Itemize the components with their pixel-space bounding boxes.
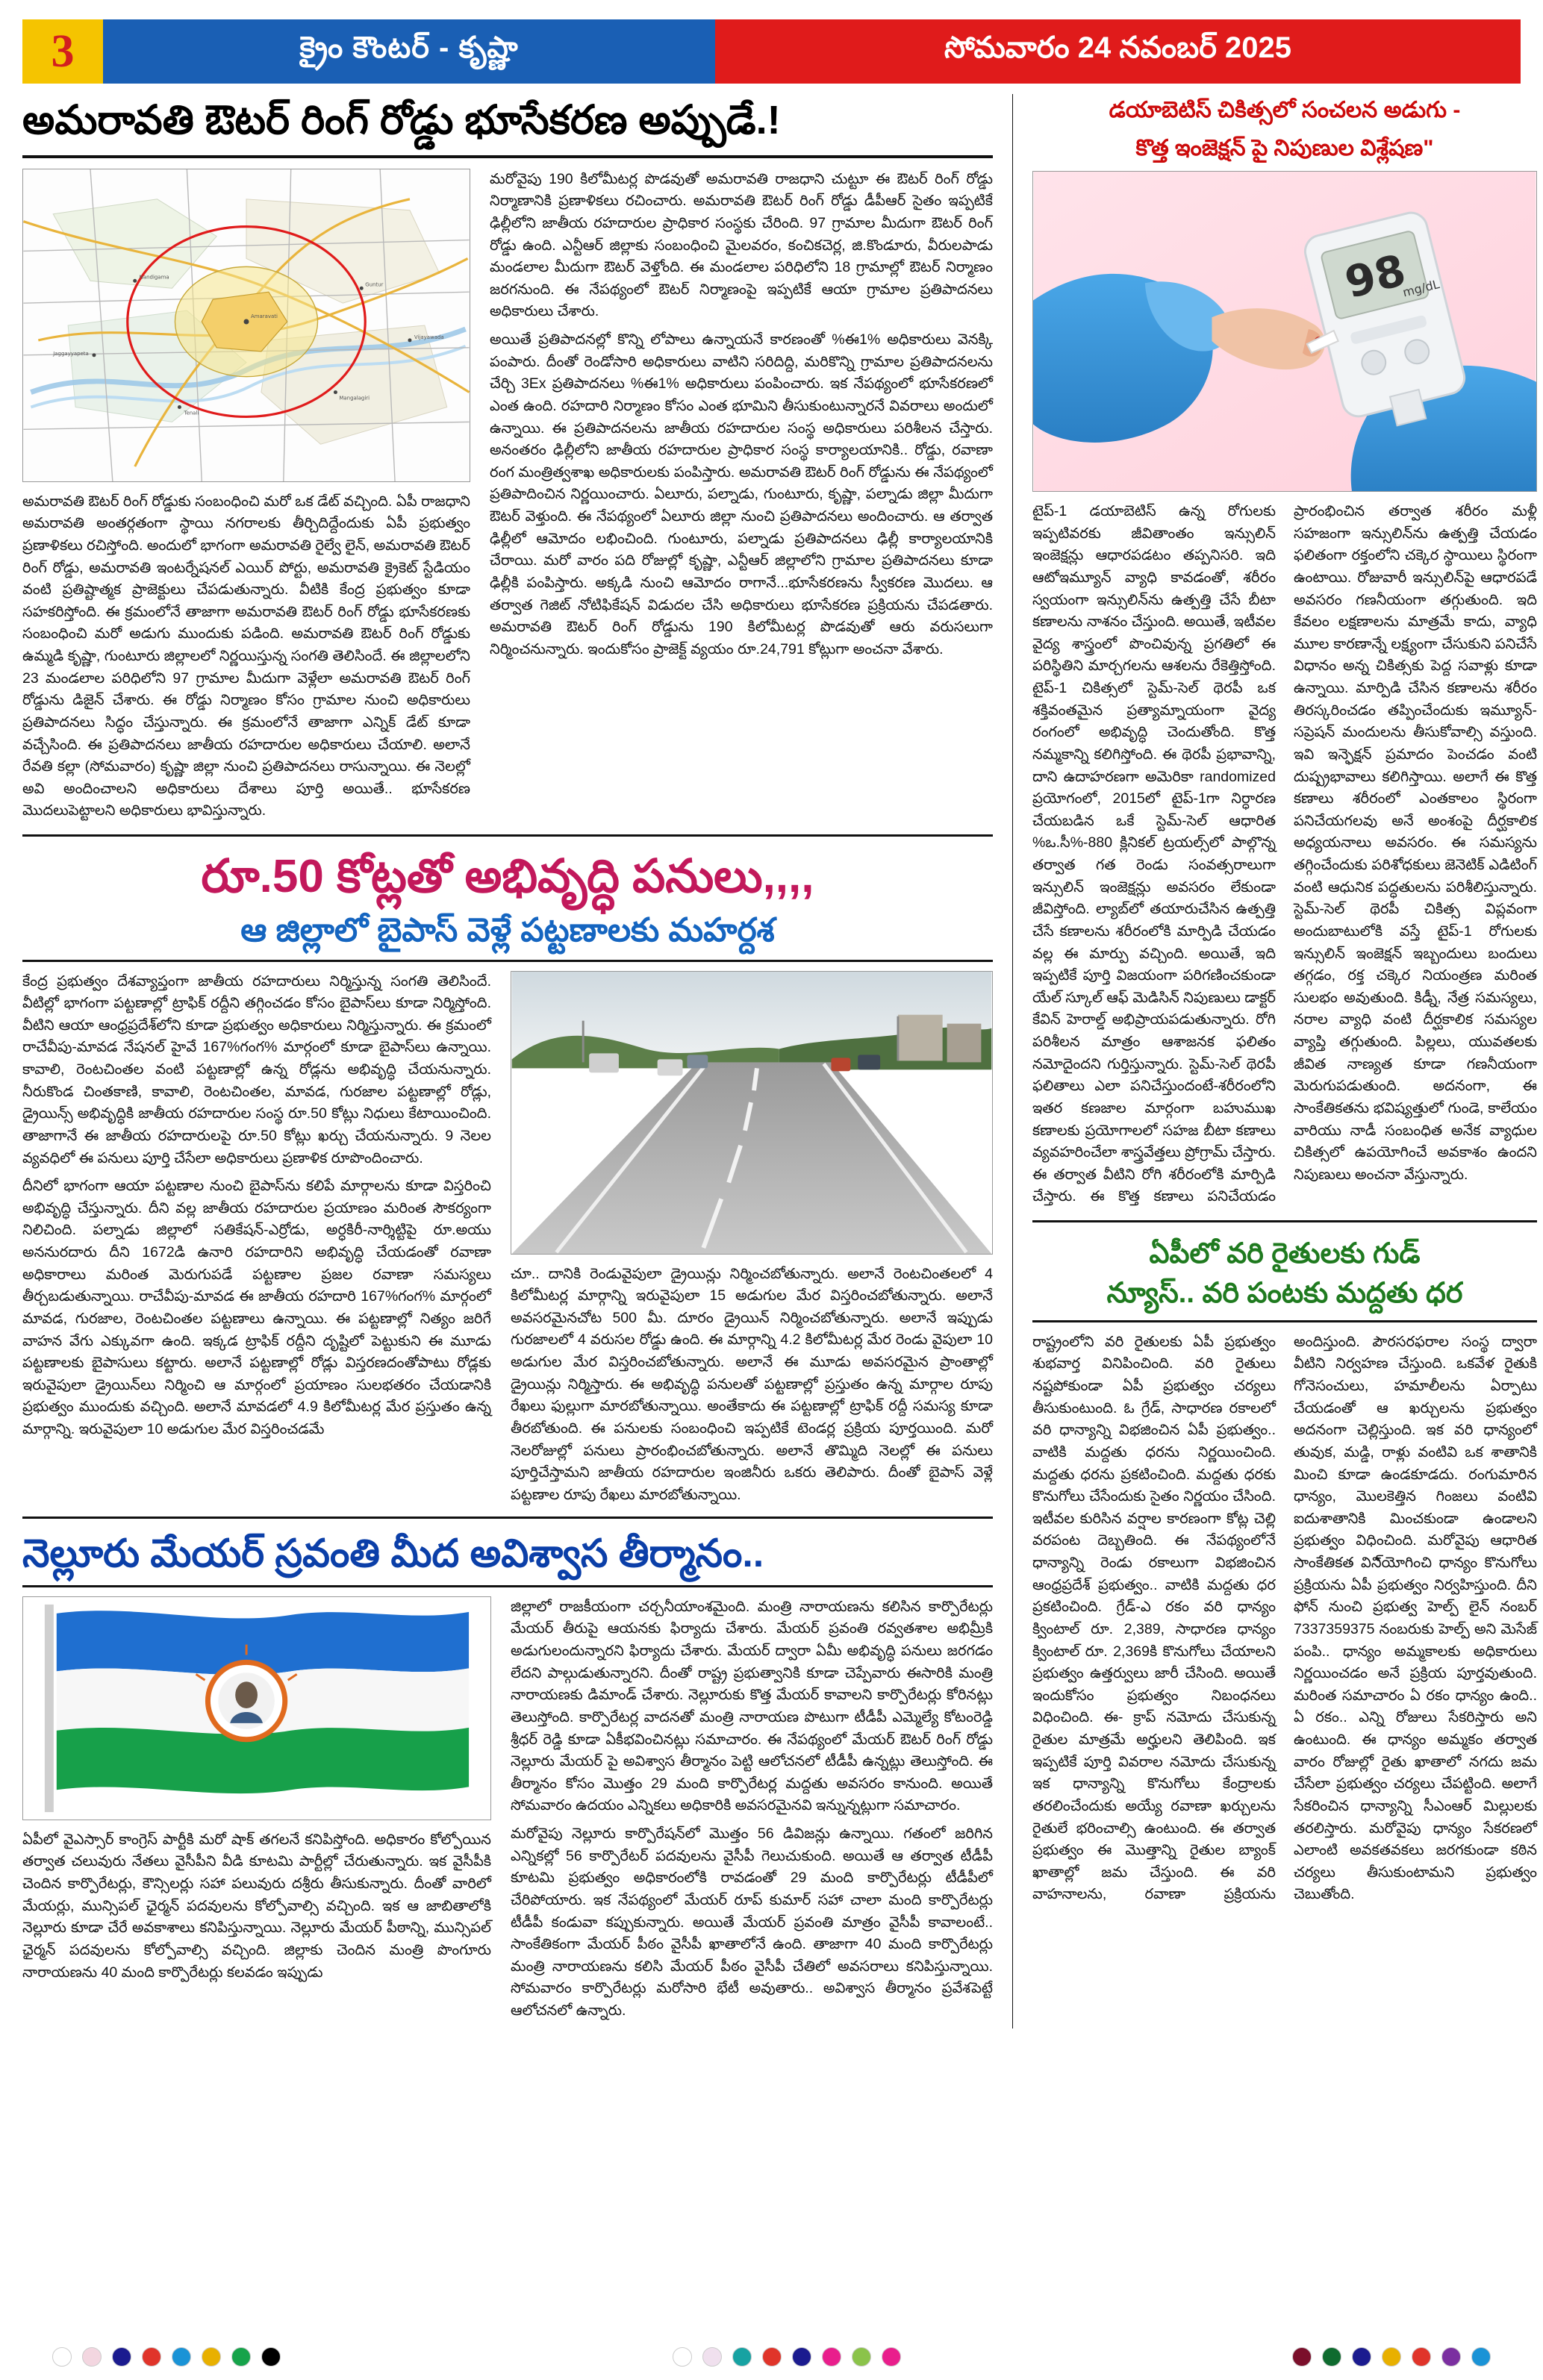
paddy-top-rule xyxy=(1032,1220,1537,1222)
right-column xyxy=(1032,94,1537,2028)
left-column xyxy=(22,94,993,2028)
color-group-left xyxy=(52,2347,281,2367)
story3-col2-p1: జిల్లాలో రాజకీయంగా చర్చనీయాంశమైంది. మంత్రి నారాయణను కలిసిన కార్పొరేటర్లు మేయర్ తీరుపై ఆయనకు ఫిర్యాదు చేశారు. మేయర్ ప్రవంతి రవ్వతశాల అభిమ్రీకి అడుగులందున్నారని ఫిర్యాదు చేశారు. మేయర్ ద్వారా ఏమీ అభివృద్ధి పనులు జరగడం లేదని పాల్గుడుతున్నారని. దీంతో రాష్ట్ర ప్రభుత్వానికి కూడా చెప్పేవారు ఈసారికి మంత్రి నారాయణకు డిమాండ్ చేశారు. నెల్లూరుకు కొత్త మేయర్ కావాలని కార్పొరేటర్లు కోరినట్లు తెలుస్తోంది. కార్పొరేటర్ల వాదనతో మంత్రి నారాయణ పొటుగా టీడీపీ ఎమ్మెల్యే కోటంరెడ్డి శ్రీధర్ రెడ్డి కూడా ఏకీభవించినట్లు సమాచారం. ఈ నేపథ్యంలో మేయర్ ఔటర్ రింగ్ రోడ్డు నెల్లూరు మేయర్ పై అవిశ్వాస తీర్మానం పెట్టి ఆలోచనలో టీడీపీ ఉన్నట్లు తెలుస్తోంది. ఈ తీర్మానం కోసం మొత్తం 29 మంది కార్పొరేటర్ల మద్దతు అవసరం కానుంది. అయితే సోమవారం ఉదయం ఎన్నికలు అధికారికి అవసరమైనవి ఇన్నున్నట్లుగా సమాచారం. xyxy=(511,1598,993,1814)
color-group-center xyxy=(673,2347,901,2367)
svg-text:Tenali: Tenali xyxy=(184,410,199,416)
story1-col2 xyxy=(490,169,993,822)
glucometer-photo-graphic xyxy=(1033,172,1536,491)
story2-promo xyxy=(22,850,993,952)
registration-dot xyxy=(82,2347,102,2367)
road-photo-figure xyxy=(511,971,993,1255)
registration-dot xyxy=(202,2347,221,2367)
svg-text:98: 98 xyxy=(1340,244,1411,308)
ysrcp-flag-graphic xyxy=(23,1597,490,1820)
section-title: క్రైం కౌంటర్ - కృష్ణా xyxy=(103,19,715,84)
story3-top-rule xyxy=(22,1517,993,1519)
issue-date: సోమవారం 24 నవంబర్ 2025 xyxy=(715,19,1521,84)
story2-under-rule xyxy=(22,960,993,962)
column-divider xyxy=(1012,94,1013,2028)
story-nellore-mayor xyxy=(22,1517,993,2028)
story2-top-rule xyxy=(22,834,993,837)
story-50-crores xyxy=(22,834,993,1506)
story1-headline: అమరావతి ఔటర్ రింగ్ రోడ్డు భూసేకరణ అప్పుడే.! xyxy=(22,98,781,143)
color-registration-bar xyxy=(0,2347,1543,2367)
registration-dot xyxy=(1441,2347,1461,2367)
registration-dot xyxy=(762,2347,782,2367)
registration-dot xyxy=(1412,2347,1431,2367)
registration-dot xyxy=(231,2347,251,2367)
svg-text:Guntur: Guntur xyxy=(365,281,384,287)
page-body xyxy=(22,94,1537,2028)
masthead xyxy=(22,19,1521,84)
story-outer-ring-road xyxy=(22,97,993,822)
story2-col1-p2: దీనిలో భాగంగా ఆయా పట్టణాల నుంచి బైపాస్‌ను కలిపే మార్గాలను కూడా విస్తరించి అభివృద్ధి చేస్తున్నారు. దీని వల్ల జాతీయ రహదారుల ప్రయాణం మరింత సౌకర్యంగా నిలిచింది. పల్నాడు జిల్లాలో సతికేషన్-ఎర్రోడు, అర్ధకిరీ-నార్శిట్టిపై రూ.అయు అననురదారు దీని 1672డి ఉనారి రహదారిని అభివృద్ధి చేయడంతో రవాణా అధికారాలు మరింత మెరుగుపడే పట్టణాల ప్రజల రవాణా సమస్యలు తీర్చబడుతున్నాయి. రాచేవీపు-మావడ ఈ జాతీయ రహదారి 167%గంగ% మార్గంలో మావడ, గురజాల, రెంటచింతల పట్టణాలు ఉన్నాయి. ఈ పట్టణాల్లో నిత్యం జరిగే వాహన వేగు ఎక్కువగా ఉంది. ఇక్కడ ట్రాఫిక్ రద్దీని దృష్టిలో పెట్టుకుని ఈ మూడు పట్టణాలకు బైపాసులు కట్టారు. అలానే పట్టణాల్లో రోడ్లు విస్తరణదంతోపాటు రోడ్లకు ఇరువైపులా డ్రైయిన్‌లు నిర్మించి ఆ మార్గంలో ప్రయాణం సులభతరం చేయడానికి ప్రభుత్వం ముందుకు వచ్చింది. అలానే మావడలో 4.9 కిలోమీటర్ల మేర ప్రస్తుతం ఉన్న మార్గాన్ని. ఇరువైపులా 10 అడుగుల మేర విస్తరించడమే xyxy=(22,1178,491,1438)
paddy-under-rule xyxy=(1032,1320,1537,1322)
registration-dot xyxy=(852,2347,871,2367)
registration-dot xyxy=(1292,2347,1312,2367)
registration-dot xyxy=(792,2347,811,2367)
story2-promo-line2: ఆ జిల్లాలో బైపాస్ వెళ్లే పట్టణాలకు మహర్దశ xyxy=(240,912,775,949)
story3-col2-p2: మరోవైపు నెల్లూరు కార్పొరేషన్‌లో మొత్తం 56 డివిజన్లు ఉన్నాయి. గతంలో జరిగిన ఎన్నికల్లో 56 కార్పొరేటర్ పదవులను వైసీపీ గెలుచుకుంది. అయితే ఆ తర్వాత టీడీపీ కూటమి ప్రభుత్వం అధికారంలోకి రావడంతో 29 మంది కార్పొరేటర్లు టీడీపీలో చేరిపోయారు. ఇక నేపథ్యంలో మేయర్ రూప్ కుమార్ సహా చాలా మంది కార్పొరేటర్లు టీడీపీ కండువా కప్పుకున్నారు. అయితే మేయర్ ప్రవంతి మాత్రం వైసీపీ కావాలంటే.. సాంకేతికంగా మేయర్ పీఠం వైసీపీ ఖాతాలోనే ఉంది. తాజాగా 40 మంది కార్పొరేటర్లు మంత్రి నారాయణను కలిసి మేయర్ పీఠం వైసీపీ చేతిలో అవసరాలు కనిపిస్తున్నాయి. సోమవారం కార్పొరేటర్లు మరోసారి భేటీ అవుతారు.. అవిశ్వాస తీర్మానం ప్రవేశపెట్టే ఆలోచనలో ఉన్నారు. xyxy=(511,1825,993,2020)
registration-dot xyxy=(1471,2347,1491,2367)
story2-col2: చూ.. దానికి రెండువైపులా డ్రైయిన్లు నిర్మించబోతున్నారు. అలానే రెంటచింతలలో 4 కిలోమీటర్ల మార్గాన్ని ఇరువైపులా 15 అడుగుల మేర విస్తరించబోతున్నారు. అలానే అవసరమైనచోట 500 మీ. దూరం డ్రైయిన్ నిర్మించబోతున్నారు. అలానే ఇప్పుడు గురజాలలో 4 వరుసల రోడ్డు ఉంది. ఈ మార్గాన్ని 4.2 కిలోమీటర్ల మేర రెండు వైపులా 10 అడుగుల మేర విస్తరించబోతున్నారు. అలానే ఈ మూడు అవసరమైన ప్రాంతాల్లో డ్రైయిన్లు నిర్మిస్తారు. ఈ అభివృద్ధి పనులతో పట్టణాల్లో ప్రస్తుతం ఉన్న మార్గాల రూపు రేఖలు ఫుల్లుగా మారబోతున్నాయి. అంతేకాదు ఈ పట్టణాల్లో ట్రాఫిక్ రద్దీ సమస్య కూడా తీరబోతుంది. ఈ పనులకు సంబంధించి ఇప్పటికే టెండర్ల ప్రక్రియ పూర్తయింది. మరో నెలరోజుల్లో పనులు ప్రారంభించబోతున్నారు. అలానే తొమ్మిది నెలల్లో ఈ పనులు పూర్తిచేస్తామని జాతీయ రహదారుల ఇంజినీరు ఒకరు తెలిపారు. దీంతో బైపాస్ వెళ్లే పట్టణాల రూపు రేఖలు మారబోతున్నాయి. xyxy=(511,1265,993,1503)
story2-col1 xyxy=(22,971,491,1447)
registration-dot xyxy=(1382,2347,1401,2367)
registration-dot xyxy=(1322,2347,1341,2367)
paddy-body: రాష్ట్రంలోని వరి రైతులకు ఏపీ ప్రభుత్వం శుభవార్త వినిపించింది. వరి రైతులు నష్టపోకుండా ఏపీ ప్రభుత్వం చర్యలు తీసుకుంటుంది. ఓ గ్రేడ్, సాధారణ రకాలలో వరి ధాన్యాన్ని విభజించిన ఏపీ ప్రభుత్వం.. వాటికి మద్దతు ధరను నిర్ణయించింది. మద్దతు ధరను ప్రకటించింది. మద్దతు ధరకు కొనుగోలు చేసేందుకు సైతం నిర్ణయం చేసింది. ఇటీవల కురిసిన వర్షాల కారణంగా కోట్ల చెల్లి వరపంట దెబ్బతింది. ఈ నేపథ్యంలోనే ధాన్యాన్ని రెండు రకాలుగా విభజించిన ఆంధ్రప్రదేశ్ ప్రభుత్వం.. వాటికి మద్దతు ధర ప్రకటించింది. గ్రేడ్-ఎ రకం వరి ధాన్యం క్వింటాల్ రూ. 2,389, సాధారణ ధాన్యం క్వింటాల్ రూ. 2,369కి కొనుగోలు చేయాలని ప్రభుత్వం ఉత్తర్వులు జారీ చేసింది. అయితే ఇందుకోసం ప్రభుత్వం నిబంధనలు విధించింది. ఈ- క్రాప్ నమోదు చేసుకున్న రైతుల మాత్రమే అర్హులని తెలిపింది. ఇక ఇప్పటికే పూర్తి వివరాల నమోదు చేసుకున్న ఇక ధాన్యాన్ని కొనుగోలు కేంద్రాలకు తరలించేందుకు అయ్యే రవాణా ఖర్చులను రైతులే భరించాల్సి ఉంటుంది. ఈ తర్వాత ప్రభుత్వం ఈ మొత్తాన్ని రైతుల బ్యాంక్ ఖాతాల్లో జమ చేస్తుంది. ఈ వరి వాహనాలను, రవాణా ప్రక్రియను అందిస్తుంది. పౌరసరఫరాల సంస్థ ద్వారా వీటిని నిర్వహణ చేస్తుంది. ఒకవేళ రైతుకి గోనెసంచులు, హమాలీలను ఏర్పాటు చేయడంతో ఆ ఖర్చులను ప్రభుత్వం అదనంగా చెల్లిస్తుంది. ఇక వరి ధాన్యంలో తువుక, మడ్డి, రాళ్లు వంటివి ఒక శాతానికి మించి కూడా ఉండకూడదు. రంగుమారిన ధాన్యం, మొలకెత్తిన గింజలు వంటివి ఐదుశాతానికి మించకుండా ఉండాలని ప్రభుత్వం విధించింది. మరోవైపు ఆధారిత సాంకేతికత విని్యోగించి ధాన్యం కొనుగోలు ప్రక్రియను ఏపీ ప్రభుత్వం నిర్వహిస్తుంది. దీని ఫోన్ నుంచి ప్రభుత్వ హెల్ప్ లైన్ నంబర్ 7337359375 నంబరుకు హెల్ప్ అని మెసేజ్ పంపి.. ధాన్యం అమ్మకాలకు అధికారులు నిర్ణయించడం అనే ప్రక్రియ పూర్తవుతుంది. మరింత సమాచారం ఏ రకం ధాన్యం ఉంది.. ఏ రకం.. ఎన్ని రోజులు సేకరిస్తారు అని ఉంటుంది. ఈ ధాన్యం అమ్మకం తర్వాత వారం రోజుల్లో రైతు ఖాతాలో నగదు జమ చేసేలా ప్రభుత్వం చర్యలు చేపట్టింది. అలాగే సేకరించిన ధాన్యాన్ని సీఎంఆర్ మిల్లులకు తరలిస్తారు. మరోవైపు ధాన్యం సేకరణలో ఎలాంటి అవకతవకలు జరగకుండా కఠిన చర్యలు తీసుకుంటామని ప్రభుత్వం చెబుతోంది. xyxy=(1032,1333,1537,1903)
story3-under-rule xyxy=(22,1585,993,1587)
registration-dot xyxy=(172,2347,191,2367)
registration-dot xyxy=(112,2347,131,2367)
diabetes-headline-line2: కొత్త ఇంజెక్షన్ పై నిపుణుల విశ్లేషణ" xyxy=(1135,135,1434,160)
registration-dot xyxy=(822,2347,841,2367)
story1-col2-p2: అయితే ప్రతిపాదనల్లో కొన్ని లోపాలు ఉన్నాయనే కారణంతో %ఈ1% అధికారులు వెనక్కి పంపారు. దీంతో రెండోసారి అధికారులు వాటిని సరిదిద్ది, మరికొన్ని గ్రామాల ప్రతిపాదనలను చేర్చి 3Ex ప్రతిపాదనలు %ఈ1% అధికారులు పంపించారు. ఇక నేపథ్యంలో భూసేకరణలో ఎంత ఉంది. రహదారి నిర్మాణం కోసం ఎంత భూమిని తీసుకుంటున్నారనే వివరాలు అందులో ఉన్నాయి. ఈ ప్రతిపాదనలను జాతీయ రహదారుల సంస్థ అధికారులు పరిశీలన చేస్తారు. అనంతరం ఢిల్లీలోని జాతీయ రహదారుల ప్రాధికార సంస్థ కార్యాలయానికి.. రోడ్డు, రవాణా రంగ మంత్రిత్వశాఖ అధికారులకు పంపిస్తారు. అమరావతి ఔటర్ రింగ్ రోడ్డును ఈ నేపథ్యంలో ప్రతిపాదించిన నిర్ణయించారు. ఏలూరు, పల్నాడు, గుంటూరు, కృష్ణా, పల్నాడు జిల్లా మీదుగా ఔటర్ వెళ్తుంది. ఈ నేపథ్యంలో ఏలూరు జిల్లా నుంచి ప్రతిపాదనలు అందించారు. ఆ తర్వాత ఢిల్లీలో ఆమోదం లభించింది. గుంటూరు, పల్నాడు ప్రతిపాదనలు ఢిల్లీ కార్యాలయానికి చేరాయి. మరో వారం పది రోజుల్లో కృష్ణా, ఎన్టీఆర్ జిల్లాలోని గ్రామాల ప్రతిపాదనలు కూడా ఢిల్లీకి పంపిస్తారు. అక్కడి నుంచి ఆమోదం రాగానే...భూసేకరణను స్వీకరణ మొదలు. ఆ తర్వాత గెజిట్ నోటిఫికేషన్ విడుదల చేసి అధికారులు భూసేకరణ ప్రక్రియను చేపడతారు. అమరావతి ఔటర్ రింగ్ రోడ్డును 190 కిలోమీటర్ల పొడవుతో ఆరు వరుసలుగా నిర్మించనున్నారు. ఇందుకోసం ప్రాజెక్ట్ వ్యయం రూ.24,791 కోట్లుగా అంచనా వేశారు. xyxy=(490,331,993,658)
registration-dot xyxy=(261,2347,281,2367)
map-graphic xyxy=(23,169,470,481)
story-diabetes xyxy=(1032,96,1537,1208)
story2-col1-p1: కేంద్ర ప్రభుత్వం దేశవ్యాప్తంగా జాతీయ రహదారులు నిర్మిస్తున్న సంగతి తెలిసిందే. వీటిల్లో భాగంగా పట్టణాల్లో ట్రాఫిక్ రద్దీని తగ్గించడం కోసం బైపాస్‌లు కూడా నిర్మిస్తోంది. వీటిని ఆయా ఆంధ్రప్రదేశ్‌లోని కూడా ప్రభుత్వం అధికారులు నిర్మిస్తున్నారు. ఈ క్రమంలో రాచేవీపు-మావడ నేషనల్ హైవే 167%గంగ% మార్గంలో కూడా బైపాస్‌లు ఉన్నాయి. కావాలి, రెంటచింతల వంటి పట్టణాల్లో ఉన్న రోడ్లను అభివృద్ధి చేయనున్నారు. నీరుకొండ చింతకాణి, కావాలి, రెంటచింతల, మావడ, గురజాల పట్టణాల్లో రోడ్లు, డ్రైయిన్స్ అభివృద్ధికి జాతీయ రహదారుల సంస్థ రూ.50 కోట్లు నిధులు కేటాయించింది. తాజాగానే ఈ జాతీయ రహదారులపై రూ.50 కోట్లు ఖర్చు చేయనున్నారు. 9 నెలల వ్యవధిలో ఈ పనులు పూర్తి చేసేలా అధికారులు ప్రణాళిక రూపొందించారు. xyxy=(22,972,491,1166)
story1-lead: అమరావతి ఔటర్ రింగ్ రోడ్డుకు సంబంధించి మరో ఒక డేట్ వచ్చింది. ఏపీ రాజధాని అమరావతి అంతర్గతంగా స్థాయి నగరాలకు తీర్చిదిద్దేందుకు ఏపీ ప్రభుత్వం ప్రణాళికలు రచిస్తోంది. అందులో భాగంగా అమరావతి రైల్వే లైన్, అమరావతి ఔటర్ రింగ్ రోడ్డు, అమరావతి ఇంటర్నేషనల్ ఎయిర్ పోర్టు, అమరావతి క్రైకెట్ స్టేడియం వంటి ప్రతిష్టాత్మక ప్రాజెక్టులు చేపడుతున్నారు. వీటికి కేంద్ర ప్రభుత్వం కూడా సహకరిస్తోంది. ఈ క్రమంలోనే తాజాగా అమరావతి ఔటర్ రింగ్ రోడ్డు భూసేకరణకు సంబంధించి మరో అడుగు ముందుకు పడింది. అమరావతి ఔటర్ రింగ్ రోడ్డుకు ఉమ్మడి కృష్ణా, గుంటూరు జిల్లాలలో నిర్ణయిస్తున్న సంగతి తెలిసిందే. ఈ జిల్లాలలోని 23 మండలాల పరిధిలోని 97 గ్రామాల మీదుగా వెళ్లేలా అమరావతి ఔటర్ రింగ్ రోడ్డును డిజైన్ చేశారు. ఈ రోడ్డు నిర్మాణం కోసం గ్రామాల నుంచి అధికారులు ప్రతిపాదనలు సిద్ధం చేస్తున్నారు. ఈ క్రమంలోనే తాజాగా ఎన్నిక్ డేట్ కూడా వచ్చేసింది. ఈ ప్రతిపాదనలు జాతీయ రహదారుల అధికారులు చేయాలి. అలానే రేవతి కల్లా (సోమవారం) కృష్ణా జిల్లా నుంచి ప్రతిపాదనలు రాసున్నాయి. ఈ నెలల్లో అవి అందించాలని అధికారులు దేశాలు పూర్తి అయితే.. భూసేకరణ మొదలుపెట్టాలని అధికారులు భావిస్తున్నారు. xyxy=(22,493,470,819)
registration-dot xyxy=(702,2347,722,2367)
registration-dot xyxy=(732,2347,752,2367)
registration-dot xyxy=(882,2347,901,2367)
svg-text:Jaggayyapeta: Jaggayyapeta xyxy=(53,350,89,357)
story3-col2 xyxy=(511,1596,993,2028)
registration-dot xyxy=(52,2347,72,2367)
story2-promo-line1: రూ.50 కోట్లతో అభివృద్ధి పనులు,,,, xyxy=(201,851,814,903)
road-photo-graphic xyxy=(511,972,992,1254)
diabetes-body: టైప్-1 డయాబెటిస్ ఉన్న రోగులకు ఇప్పటివరకు జీవితాంతం ఇన్సులిన్ ఇంజెక్షన్లు ఆధారపడటం తప్పనిసరి. ఇది ఆటోఇమ్యూన్ వ్యాధి కావడంతో, శరీరం స్వయంగా ఇన్సులిన్‌ను ఉత్పత్తి చేసే బీటా కణాలను నాశనం చేస్తుంది. అయితే, ఇటీవల వైద్య శాస్త్రంలో పొంచివున్న ప్రగతిలో ఈ పరిస్థితిని మార్చగలను ఆశలను రేకెత్తిస్తోంది. టైప్-1 చికిత్సలో స్టెమ్-సెల్ థెరపీ ఒక శక్తివంతమైన ప్రత్యామ్నాయంగా వైద్య రంగంలో అభివృద్ధి చెందుతోంది. కొత్త నమ్మకాన్ని కలిగిస్తోంది. ఈ థెరపీ ప్రభావాన్ని, దాని ఉదాహరణగా అమెరికా randomized ప్రయోగంలో, 2015లో టైప్-1గా నిర్ధారణ చేయబడిన ఒకే స్టెమ్-సెల్ ఆధారిత %ఒ.సీ%-880 క్లినికల్ ట్రయల్స్‌లో పాల్గొన్న తర్వాత గత రెండు సంవత్సరాలుగా ఇన్సులిన్ ఇంజెక్షన్లు అవసరం లేకుండా జీవిస్తోంది. ల్యాబ్‌లో తయారుచేసిన ఉత్పత్తి చేసే కణాలను శరీరంలోకి మార్పిడి చేయడం వల్ల ఈ మార్పు వచ్చింది. అయితే, ఇది ఇప్పటికే పూర్తి విజయంగా పరిగణించకుండా యేల్ స్కూల్ ఆఫ్ మెడిసిన్ నిపుణులు డాక్టర్ కేవిన్ హెరాల్డ్ అభిప్రాయపడుతున్నారు. రోగి పరిశీలన మాత్రం ఆశాజనక ఫలితం నమోదైందని గుర్తిస్తున్నారు. స్టెమ్-సెల్ థెరపీ ఫలితాలు ఎలా పనిచేస్తుందంటే-శరీరంలోని ఇతర కణజాల మార్గంగా బహుముఖ కణాలకు ప్రయోగాలలో సహజ బీటా కణాలు వ్యవహరించేలా శాస్త్రవేత్తలు ప్రోగ్రామ్ చేస్తారు. ఈ తర్వాత వీటిని రోగి శరీరంలోకి మార్పిడి చేస్తారు. ఈ కొత్త కణాలు పనిచేయడం ప్రారంభించిన తర్వాత శరీరం మళ్లీ సహజంగా ఇన్సులిన్‌ను ఉత్పత్తి చేయడం ఫలితంగా రక్తంలోని చక్కెర స్థాయిలు స్థిరంగా ఉంటాయి. రోజువారీ ఇన్సులిన్‌పై ఆధారపడే అవసరం గణనీయంగా తగ్గుతుంది. ఇది కేవలం లక్షణాలను మాత్రమే కాదు, వ్యాధి మూల కారణాన్నే లక్ష్యంగా చేసుకుని పనిచేసే విధానం అన్న చికిత్సకు పెద్ద సవాళ్లు కూడా ఉన్నాయి. మార్పిడి చేసిన కణాలను శరీరం తిరస్కరించడం తప్పించేందుకు ఇమ్యూన్-సప్రెషన్ మందులను తీసుకోవాల్సి వస్తుంది. ఇవి ఇన్ఫెక్షన్ ప్రమాదం పెంచడం వంటి దుష్ప్రభావాలు కలిగిస్తాయి. అలాగే ఈ కొత్త కణాలు శరీరంలో ఎంతకాలం స్థిరంగా పనిచేయగలవు అనే అంశంపై దీర్ఘకాలిక అధ్యయనాలు అవసరం. ఈ సమస్యను తగ్గించేందుకు పరిశోధకులు జెనెటిక్ ఎడిటింగ్ వంటి ఆధునిక పద్ధతులను పరిశీలిస్తున్నారు. స్టెమ్-సెల్ థెరపీ చికిత్స విప్లవంగా అందుబాటులోకి వస్తే టైప్-1 రోగులకు ఇన్సులిన్ ఇంజెక్షన్ ఇబ్బందులు బందులు తగ్గడం, రక్త చక్కెర నియంత్రణ మరింత సులభం అవుతుంది. కిడ్నీ, నేత్ర సమస్యలు, నరాల వ్యాధి వంటి దీర్ఘకాలిక సమస్యల వ్యాప్తి తగ్గుతుంది. పిల్లలు, యువతలకు జీవిత నాణ్యత కూడా గణనీయంగా మెరుగుపడుతుంది. అదనంగా, ఈ సాంకేతికతను భవిష్యత్తులో గుండె, కాలేయం వారియు నాడీ సంబంధిత అనేక వ్యాధుల చికిత్సలో ఉపయోగించే అవకాశం ఉందని నిపుణులు అంచనా వేస్తున్నారు. xyxy=(1032,503,1537,1205)
color-group-right xyxy=(1292,2347,1491,2367)
story3-col1: ఏపీలో వైఎస్సార్ కాంగ్రెస్ పార్టీకి మరో షాక్ తగలనే కనిపిస్తోంది. అధికారం కోల్పోయిన తర్వాత చలువురు నేతలు వైసీపీని వీడి కూటమి పార్టీల్లో చేరుతున్నారు. ఇక వైసీపీకి చెందిన కార్పొరేటర్లు, కౌన్సిలర్లు సహా పలువురు దశ్రీరు తీసుకున్నారు. దీంతో వారిలో మేయర్లు, మున్సిపల్ ఛైర్మన్ పదవులను కోల్పోవాల్సి వచ్చింది. ఇక ఆ జాబితాలోకి నెల్లూరు కూడా చేరే అవకాశాలు కనిపిస్తున్నాయి. నెల్లూరు మేయర్ పీఠాన్ని, మున్సిపల్ ఛైర్మన్ పదవులను కోల్పోవాల్సి వచ్చింది. జిల్లాకు చెందిన మంత్రి పొంగూరు నారాయణను 40 మంది కార్పొరేటర్లు కలవడం ఇప్పుడు xyxy=(22,1831,491,1981)
page-number: 3 xyxy=(22,19,103,84)
glucometer-photo-figure xyxy=(1032,171,1537,492)
paddy-headline-line1: ఏపీలో వరి రైతులకు గుడ్ xyxy=(1149,1238,1421,1269)
svg-text:Vijayawada: Vijayawada xyxy=(414,334,444,340)
diabetes-headline-line1: డయాబెటిస్ చికిత్సలో సంచలన అడుగు - xyxy=(1109,98,1461,122)
svg-text:Mangalagiri: Mangalagiri xyxy=(339,395,370,402)
amaravati-map-figure xyxy=(22,169,470,482)
story3-headline: నెల్లూరు మేయర్ స్రవంతి మీద అవిశ్వాస తీర్మానం.. xyxy=(22,1532,764,1576)
registration-dot xyxy=(673,2347,692,2367)
svg-text:mg/dL: mg/dL xyxy=(1401,277,1441,300)
registration-dot xyxy=(142,2347,161,2367)
story-paddy-msp xyxy=(1032,1220,1537,1906)
paddy-headline-line2: న్యూస్.. వరి పంటకు మద్దతు ధర xyxy=(1106,1278,1463,1310)
svg-text:Nandigama: Nandigama xyxy=(139,274,169,281)
story1-col2-p1: మరోవైపు 190 కిలోమీటర్ల పొడవుతో అమరావతి రాజధాని చుట్టూ ఈ ఔటర్ రింగ్ రోడ్డు నిర్మాణానికి ప్రణాళికలు రచించారు. అమరావతి ఔటర్ రింగ్ రోడ్డు డీపీఆర్ సైతం ఇప్పటికే ఢిల్లీలోని జాతీయ రహదారుల ప్రాధికార సంస్థకు చేరింది. 97 గ్రామాల మీదుగా ఔటర్ రింగ్ రోడ్డు ఉంది. ఎన్టీఆర్ జిల్లాకు సంబంధించి మైలవరం, కంచికచెర్ల, జి.కొండూరు, వీరులపాడు మండలాల మీదుగా ఔటర్ వెళ్తోంది. ఈ మండలాల పరిధిలోని 18 గ్రామాల్లో ఔటర్ నిర్మాణం జరగనుంది. ఈ నేపథ్యంలో ఔటర్ నిర్మాణంపై ఇప్పటికే ఆయా గ్రామాల ప్రతిపాదనలు అధికారులు చేశారు. xyxy=(490,170,993,320)
ysrcp-flag-figure xyxy=(22,1596,491,1820)
registration-dot xyxy=(1352,2347,1371,2367)
svg-text:Amaravati: Amaravati xyxy=(250,313,278,319)
headline-rule xyxy=(22,155,993,158)
